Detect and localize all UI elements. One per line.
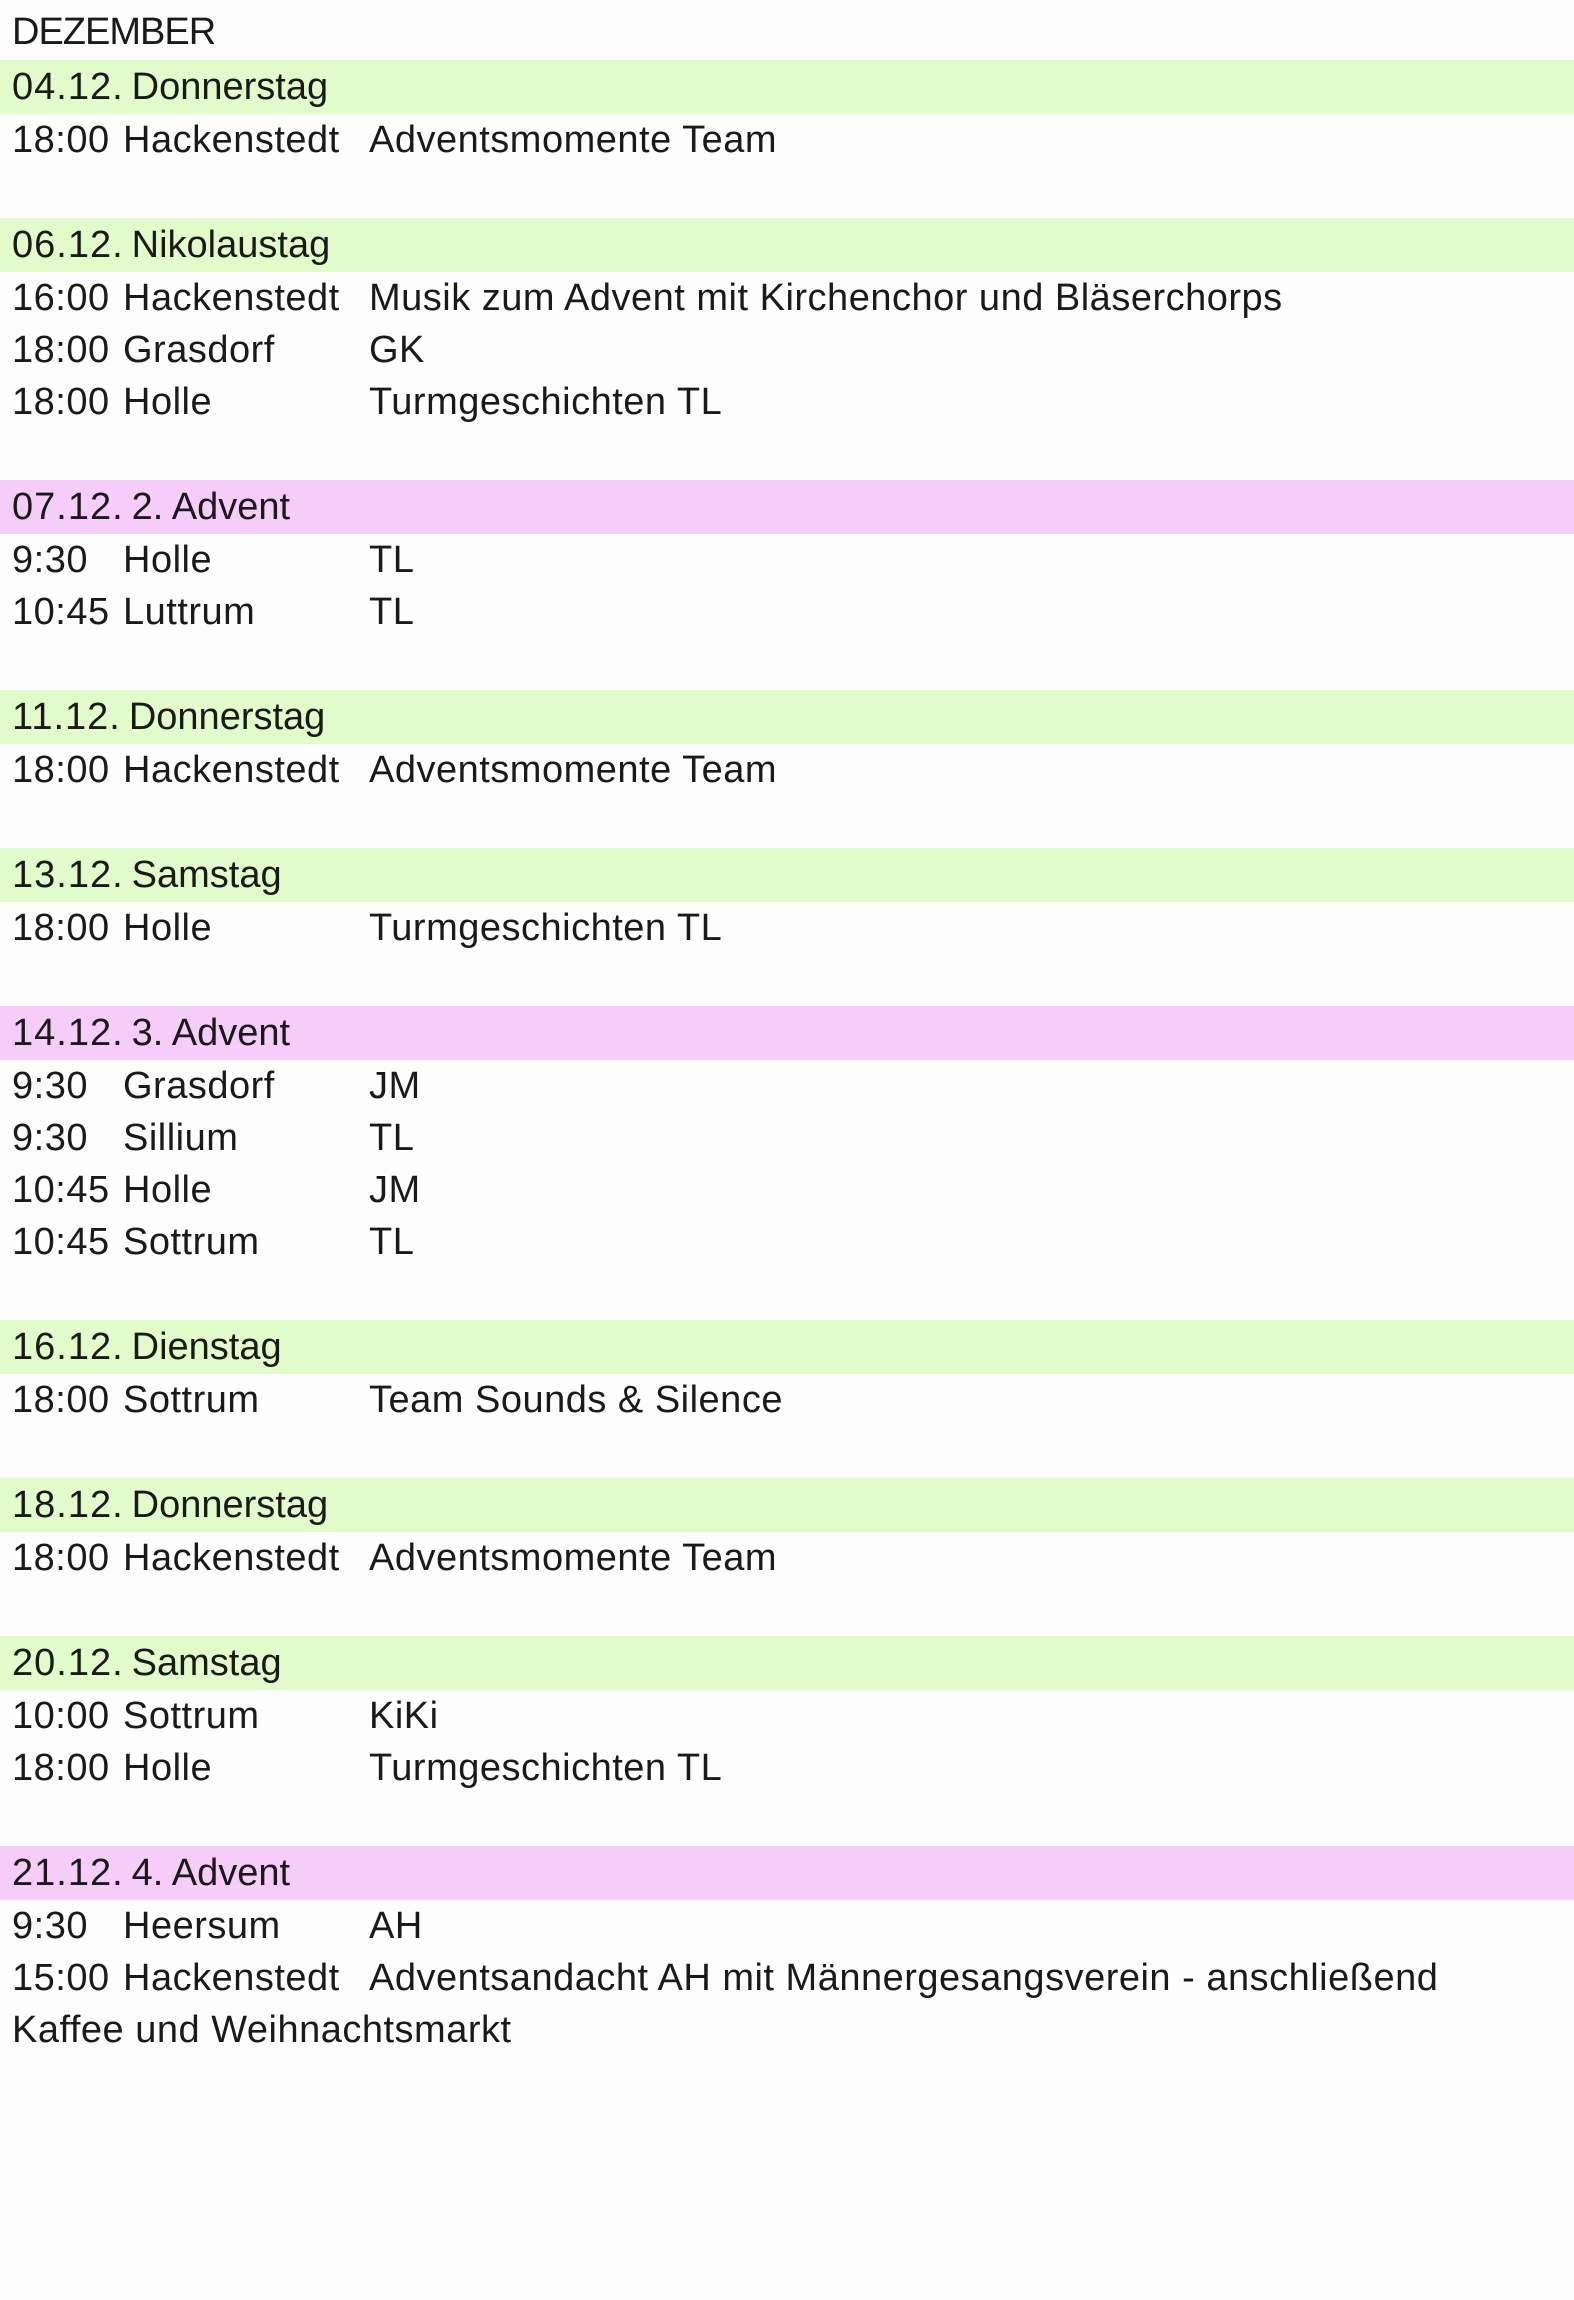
event-time: 18:00 [12,1379,110,1421]
event-row [0,534,1574,586]
event-row [0,1374,1574,1426]
event-place: Hackenstedt [123,1957,340,1999]
event-description: Team Sounds & Silence [369,1379,783,1421]
day-name: Donnerstag [128,696,326,738]
day-name: Dienstag [131,1326,282,1368]
day-name: 2. Advent [131,486,291,528]
event-time: 16:00 [12,277,110,319]
event-row [0,1112,1574,1164]
event-description: Turmgeschichten TL [369,1747,723,1789]
event-description: Adventsandacht AH mit Männergesangsverein - anschließend Kaffee und Weihnachtsmarkt [12,1957,1439,2051]
event-time: 9:30 [12,539,88,581]
event-time: 9:30 [12,1905,88,1947]
event-time: 10:00 [12,1695,110,1737]
event-time: 9:30 [12,1065,88,1107]
day-date: 20.12. [12,1642,124,1684]
event-time: 10:45 [12,1169,110,1211]
event-place: Grasdorf [123,1065,275,1107]
day-date: 07.12. [12,486,124,528]
event-place: Holle [123,1169,213,1211]
sunday-header [0,1846,1574,1900]
event-row [0,1216,1574,1268]
day-date: 06.12. [12,224,124,266]
event-time: 18:00 [12,329,110,371]
event-description: Turmgeschichten TL [369,381,723,423]
event-time: 10:45 [12,1221,110,1263]
event-time: 18:00 [12,749,110,791]
event-row [0,324,1574,376]
event-place: Hackenstedt [123,749,340,791]
event-description: JM [369,1065,421,1107]
day-date: 16.12. [12,1326,124,1368]
day-header [0,1478,1574,1532]
event-place: Holle [123,1747,213,1789]
day-section [0,480,1574,638]
event-place: Holle [123,539,213,581]
day-header [0,60,1574,114]
sunday-header [0,1006,1574,1060]
event-description: JM [369,1169,421,1211]
event-row [0,902,1574,954]
event-time: 10:45 [12,591,110,633]
event-description: Adventsmomente Team [369,749,777,791]
event-row [0,1532,1574,1584]
event-place: Sottrum [123,1379,260,1421]
day-list [0,60,1574,2056]
day-section [0,848,1574,954]
day-header [0,1636,1574,1690]
event-row [0,1742,1574,1794]
event-place: Sottrum [123,1695,260,1737]
day-section [0,1846,1574,2056]
day-header [0,690,1574,744]
event-description: AH [369,1905,423,1947]
event-place: Holle [123,381,213,423]
event-row [0,586,1574,638]
day-section [0,1636,1574,1794]
event-row [0,1952,1574,2056]
event-description: Adventsmomente Team [369,119,777,161]
event-description: Adventsmomente Team [369,1537,777,1579]
day-name: 3. Advent [131,1012,291,1054]
day-header [0,218,1574,272]
day-date: 18.12. [12,1484,124,1526]
day-name: 4. Advent [131,1852,291,1894]
event-description: Turmgeschichten TL [369,907,723,949]
day-section [0,60,1574,166]
event-row [0,376,1574,428]
day-date: 11.12. [12,696,121,738]
event-row [0,744,1574,796]
event-place: Sottrum [123,1221,260,1263]
day-date: 14.12. [12,1012,124,1054]
month-title: DEZEMBER [12,11,216,53]
event-place: Hackenstedt [123,277,340,319]
event-time: 18:00 [12,1747,110,1789]
event-time: 18:00 [12,381,110,423]
event-description: KiKi [369,1695,439,1737]
event-place: Hackenstedt [123,119,340,161]
event-description: TL [369,539,415,581]
event-place: Grasdorf [123,329,275,371]
day-name: Samstag [131,854,282,896]
day-section [0,1320,1574,1426]
event-time: 9:30 [12,1117,88,1159]
day-header [0,848,1574,902]
day-date: 04.12. [12,66,124,108]
event-description: TL [369,1117,415,1159]
day-section [0,690,1574,796]
event-place: Luttrum [123,591,256,633]
day-section [0,1478,1574,1584]
event-place: Sillium [123,1117,239,1159]
day-name: Samstag [131,1642,282,1684]
sunday-header [0,480,1574,534]
event-place: Heersum [123,1905,281,1947]
event-description: Musik zum Advent mit Kirchenchor und Bläserchorps [369,277,1283,319]
event-row [0,114,1574,166]
event-row [0,1164,1574,1216]
event-description: TL [369,591,415,633]
event-row [0,272,1574,324]
day-date: 21.12. [12,1852,124,1894]
day-date: 13.12. [12,854,124,896]
event-time: 15:00 [12,1957,110,1999]
day-name: Nikolaustag [131,224,331,266]
day-name: Donnerstag [131,1484,329,1526]
event-row [0,1060,1574,1112]
event-time: 18:00 [12,119,110,161]
event-place: Holle [123,907,213,949]
day-name: Donnerstag [131,66,329,108]
event-description: TL [369,1221,415,1263]
event-row [0,1900,1574,1952]
day-header [0,1320,1574,1374]
event-row [0,1690,1574,1742]
event-description: GK [369,329,425,371]
event-time: 18:00 [12,1537,110,1579]
event-place: Hackenstedt [123,1537,340,1579]
event-time: 18:00 [12,907,110,949]
day-section [0,218,1574,428]
day-section [0,1006,1574,1268]
